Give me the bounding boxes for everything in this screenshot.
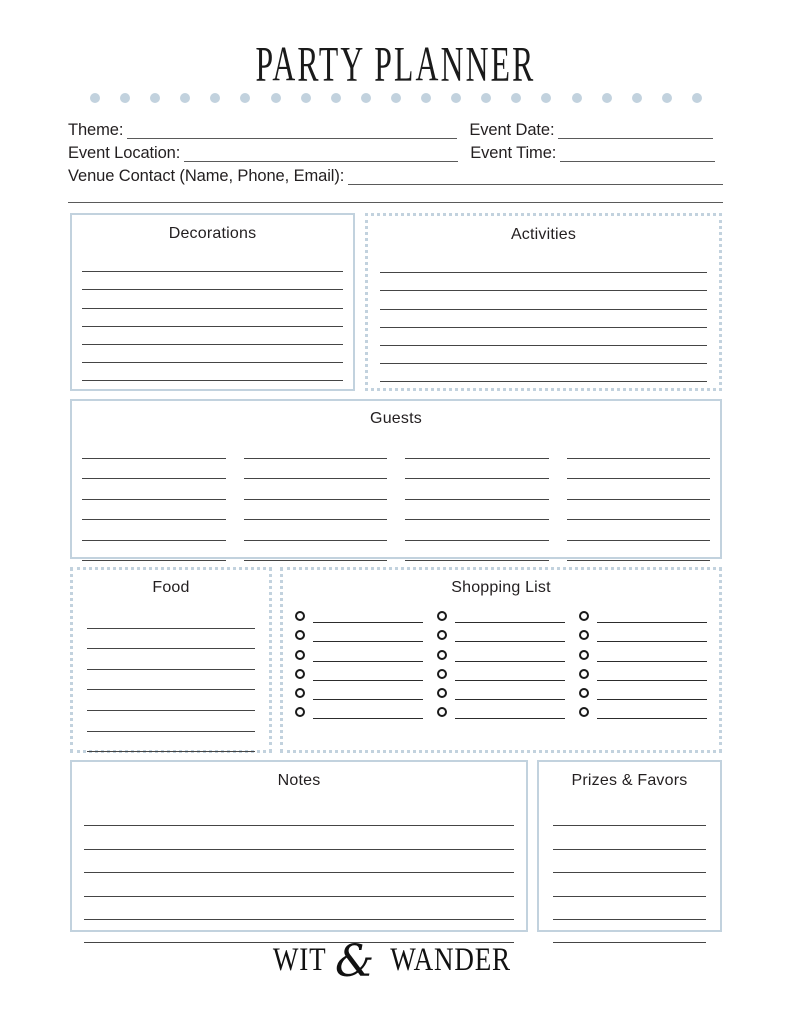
guest-name-line[interactable]	[244, 520, 388, 541]
divider-dot-icon	[361, 93, 371, 103]
brand-second-word: WANDER	[389, 941, 511, 978]
field-row-venue-contact	[68, 162, 723, 185]
circle-checkbox-icon[interactable]	[295, 630, 305, 640]
theme-input[interactable]	[127, 123, 457, 139]
section-title-guests: Guests	[370, 410, 422, 427]
write-line[interactable]	[82, 309, 343, 327]
divider-dot-icon	[391, 93, 401, 103]
shopping-list-item	[437, 642, 565, 661]
write-line[interactable]	[553, 850, 706, 873]
section-title-shopping-list: Shopping List	[451, 579, 551, 596]
guest-name-line[interactable]	[567, 520, 711, 541]
circle-checkbox-icon[interactable]	[579, 707, 589, 717]
circle-checkbox-icon[interactable]	[295, 650, 305, 660]
shopping-list-column	[579, 604, 707, 719]
shopping-item-line[interactable]	[455, 627, 565, 642]
brand-logo	[0, 936, 791, 987]
shopping-list-column	[437, 604, 565, 719]
write-line[interactable]	[553, 826, 706, 849]
circle-checkbox-icon[interactable]	[579, 630, 589, 640]
circle-checkbox-icon[interactable]	[437, 611, 447, 621]
shopping-item-line[interactable]	[597, 685, 707, 700]
shopping-list-item	[437, 700, 565, 719]
write-line[interactable]	[380, 273, 707, 291]
shopping-list-item	[295, 681, 423, 700]
write-line[interactable]	[380, 328, 707, 346]
theme-label: Theme:	[68, 121, 124, 139]
shopping-item-line[interactable]	[313, 704, 423, 719]
write-line[interactable]	[553, 873, 706, 896]
shopping-list-item	[437, 662, 565, 681]
shopping-list-item	[579, 700, 707, 719]
circle-checkbox-icon[interactable]	[295, 669, 305, 679]
section-decorations	[70, 213, 355, 391]
guest-name-line[interactable]	[405, 541, 549, 562]
divider-dot-icon	[210, 93, 220, 103]
shopping-list-item	[295, 642, 423, 661]
divider-dot-icon	[632, 93, 642, 103]
guest-name-line[interactable]	[244, 459, 388, 480]
write-line[interactable]	[87, 670, 255, 691]
circle-checkbox-icon[interactable]	[295, 707, 305, 717]
shopping-item-line[interactable]	[597, 704, 707, 719]
guests-column	[405, 438, 549, 561]
brand-first-word: WIT	[273, 941, 327, 978]
guest-name-line[interactable]	[82, 500, 226, 521]
circle-checkbox-icon[interactable]	[579, 688, 589, 698]
write-line[interactable]	[553, 803, 706, 826]
section-guests	[70, 399, 722, 559]
venue-contact-input[interactable]	[348, 169, 723, 185]
guest-name-line[interactable]	[567, 459, 711, 480]
divider-dot-icon	[602, 93, 612, 103]
guest-name-line[interactable]	[405, 479, 549, 500]
shopping-item-line[interactable]	[455, 608, 565, 623]
shopping-item-line[interactable]	[455, 666, 565, 681]
write-line[interactable]	[82, 381, 343, 399]
write-line[interactable]	[82, 290, 343, 308]
shopping-list-item	[437, 604, 565, 623]
shopping-item-line[interactable]	[313, 627, 423, 642]
write-line[interactable]	[84, 803, 514, 826]
write-line[interactable]	[82, 272, 343, 290]
circle-checkbox-icon[interactable]	[437, 669, 447, 679]
shopping-list-item	[579, 681, 707, 700]
circle-checkbox-icon[interactable]	[295, 611, 305, 621]
guest-name-line[interactable]	[244, 438, 388, 459]
guests-column	[567, 438, 711, 561]
dot-divider	[90, 92, 702, 104]
guest-name-line[interactable]	[82, 541, 226, 562]
event-time-label: Event Time:	[470, 144, 557, 162]
shopping-list-item	[295, 662, 423, 681]
divider-dot-icon	[301, 93, 311, 103]
shopping-list-item	[437, 623, 565, 642]
shopping-list-item	[579, 642, 707, 661]
circle-checkbox-icon[interactable]	[295, 688, 305, 698]
guest-name-line[interactable]	[567, 479, 711, 500]
section-title-decorations: Decorations	[168, 225, 257, 242]
guest-name-line[interactable]	[405, 459, 549, 480]
shopping-list-column	[295, 604, 423, 719]
write-line[interactable]	[87, 649, 255, 670]
circle-checkbox-icon[interactable]	[437, 650, 447, 660]
divider-dot-icon	[692, 93, 702, 103]
divider-dot-icon	[421, 93, 431, 103]
section-title-notes: Notes	[277, 772, 321, 789]
shopping-list-item	[295, 604, 423, 623]
write-line[interactable]	[87, 629, 255, 650]
guests-column	[244, 438, 388, 561]
guest-name-line[interactable]	[82, 520, 226, 541]
guests-grid[interactable]	[82, 438, 710, 561]
field-row-location-time	[68, 139, 723, 162]
write-line[interactable]	[380, 310, 707, 328]
shopping-item-line[interactable]	[597, 666, 707, 681]
divider-dot-icon	[180, 93, 190, 103]
shopping-item-line[interactable]	[597, 608, 707, 623]
shopping-list-item	[295, 700, 423, 719]
guest-name-line[interactable]	[244, 541, 388, 562]
divider-dot-icon	[541, 93, 551, 103]
guest-name-line[interactable]	[567, 541, 711, 562]
guest-name-line[interactable]	[405, 438, 549, 459]
shopping-item-line[interactable]	[313, 685, 423, 700]
activities-lines[interactable]	[380, 255, 707, 401]
header-fields	[68, 116, 723, 203]
write-line[interactable]	[87, 608, 255, 629]
shopping-item-line[interactable]	[313, 608, 423, 623]
event-date-input[interactable]	[558, 123, 713, 139]
divider-dot-icon	[240, 93, 250, 103]
divider-dot-icon	[572, 93, 582, 103]
section-food	[70, 567, 272, 753]
write-line[interactable]	[82, 254, 343, 272]
circle-checkbox-icon[interactable]	[579, 611, 589, 621]
field-row-theme-date	[68, 116, 723, 139]
divider-dot-icon	[662, 93, 672, 103]
divider-dot-icon	[331, 93, 341, 103]
shopping-list-item	[579, 623, 707, 642]
section-title-prizes-favors: Prizes & Favors	[571, 772, 688, 789]
write-line[interactable]	[82, 345, 343, 363]
food-lines[interactable]	[87, 608, 255, 752]
guest-name-line[interactable]	[405, 500, 549, 521]
write-line[interactable]	[380, 382, 707, 400]
notes-lines[interactable]	[84, 803, 514, 943]
divider-dot-icon	[481, 93, 491, 103]
write-line[interactable]	[380, 364, 707, 382]
guest-name-line[interactable]	[82, 479, 226, 500]
write-line[interactable]	[84, 873, 514, 896]
write-line[interactable]	[553, 897, 706, 920]
write-line[interactable]	[87, 690, 255, 711]
page-title: PARTY PLANNER	[255, 36, 536, 92]
write-line[interactable]	[84, 826, 514, 849]
section-title-food: Food	[152, 579, 190, 596]
write-line[interactable]	[84, 850, 514, 873]
section-activities	[365, 213, 722, 391]
event-time-input[interactable]	[560, 146, 715, 162]
venue-contact-overflow-input[interactable]	[68, 185, 723, 203]
guest-name-line[interactable]	[567, 500, 711, 521]
section-notes	[70, 760, 528, 932]
shopping-item-line[interactable]	[455, 685, 565, 700]
circle-checkbox-icon[interactable]	[437, 688, 447, 698]
divider-dot-icon	[90, 93, 100, 103]
event-location-label: Event Location:	[68, 144, 181, 162]
write-line[interactable]	[82, 327, 343, 345]
shopping-list-item	[437, 681, 565, 700]
divider-dot-icon	[150, 93, 160, 103]
guest-name-line[interactable]	[82, 438, 226, 459]
write-line[interactable]	[380, 291, 707, 309]
divider-dot-icon	[120, 93, 130, 103]
guests-column	[82, 438, 226, 561]
guest-name-line[interactable]	[82, 459, 226, 480]
section-prizes-favors	[537, 760, 722, 932]
guest-name-line[interactable]	[567, 438, 711, 459]
write-line[interactable]	[380, 255, 707, 273]
section-title-activities: Activities	[510, 226, 577, 243]
shopping-item-line[interactable]	[597, 647, 707, 662]
divider-dot-icon	[271, 93, 281, 103]
write-line[interactable]	[87, 711, 255, 732]
guest-name-line[interactable]	[244, 500, 388, 521]
circle-checkbox-icon[interactable]	[437, 630, 447, 640]
circle-checkbox-icon[interactable]	[437, 707, 447, 717]
divider-dot-icon	[511, 93, 521, 103]
venue-contact-label: Venue Contact (Name, Phone, Email):	[68, 167, 345, 185]
write-line[interactable]	[82, 363, 343, 381]
decorations-lines[interactable]	[82, 254, 343, 400]
brand-ampersand-icon: &	[334, 936, 375, 987]
section-shopping-list	[280, 567, 722, 753]
event-location-input[interactable]	[184, 146, 458, 162]
write-line[interactable]	[87, 732, 255, 753]
shopping-item-line[interactable]	[455, 704, 565, 719]
guest-name-line[interactable]	[405, 520, 549, 541]
shopping-list-item	[579, 662, 707, 681]
prizes-favors-lines[interactable]	[553, 803, 706, 943]
write-line[interactable]	[84, 897, 514, 920]
shopping-item-line[interactable]	[313, 647, 423, 662]
circle-checkbox-icon[interactable]	[579, 669, 589, 679]
divider-dot-icon	[451, 93, 461, 103]
event-date-label: Event Date:	[469, 121, 555, 139]
shopping-item-line[interactable]	[455, 647, 565, 662]
circle-checkbox-icon[interactable]	[579, 650, 589, 660]
guest-name-line[interactable]	[244, 479, 388, 500]
write-line[interactable]	[380, 346, 707, 364]
shopping-list-item	[295, 623, 423, 642]
shopping-list-grid[interactable]	[295, 604, 707, 719]
shopping-item-line[interactable]	[597, 627, 707, 642]
shopping-list-item	[579, 604, 707, 623]
shopping-item-line[interactable]	[313, 666, 423, 681]
